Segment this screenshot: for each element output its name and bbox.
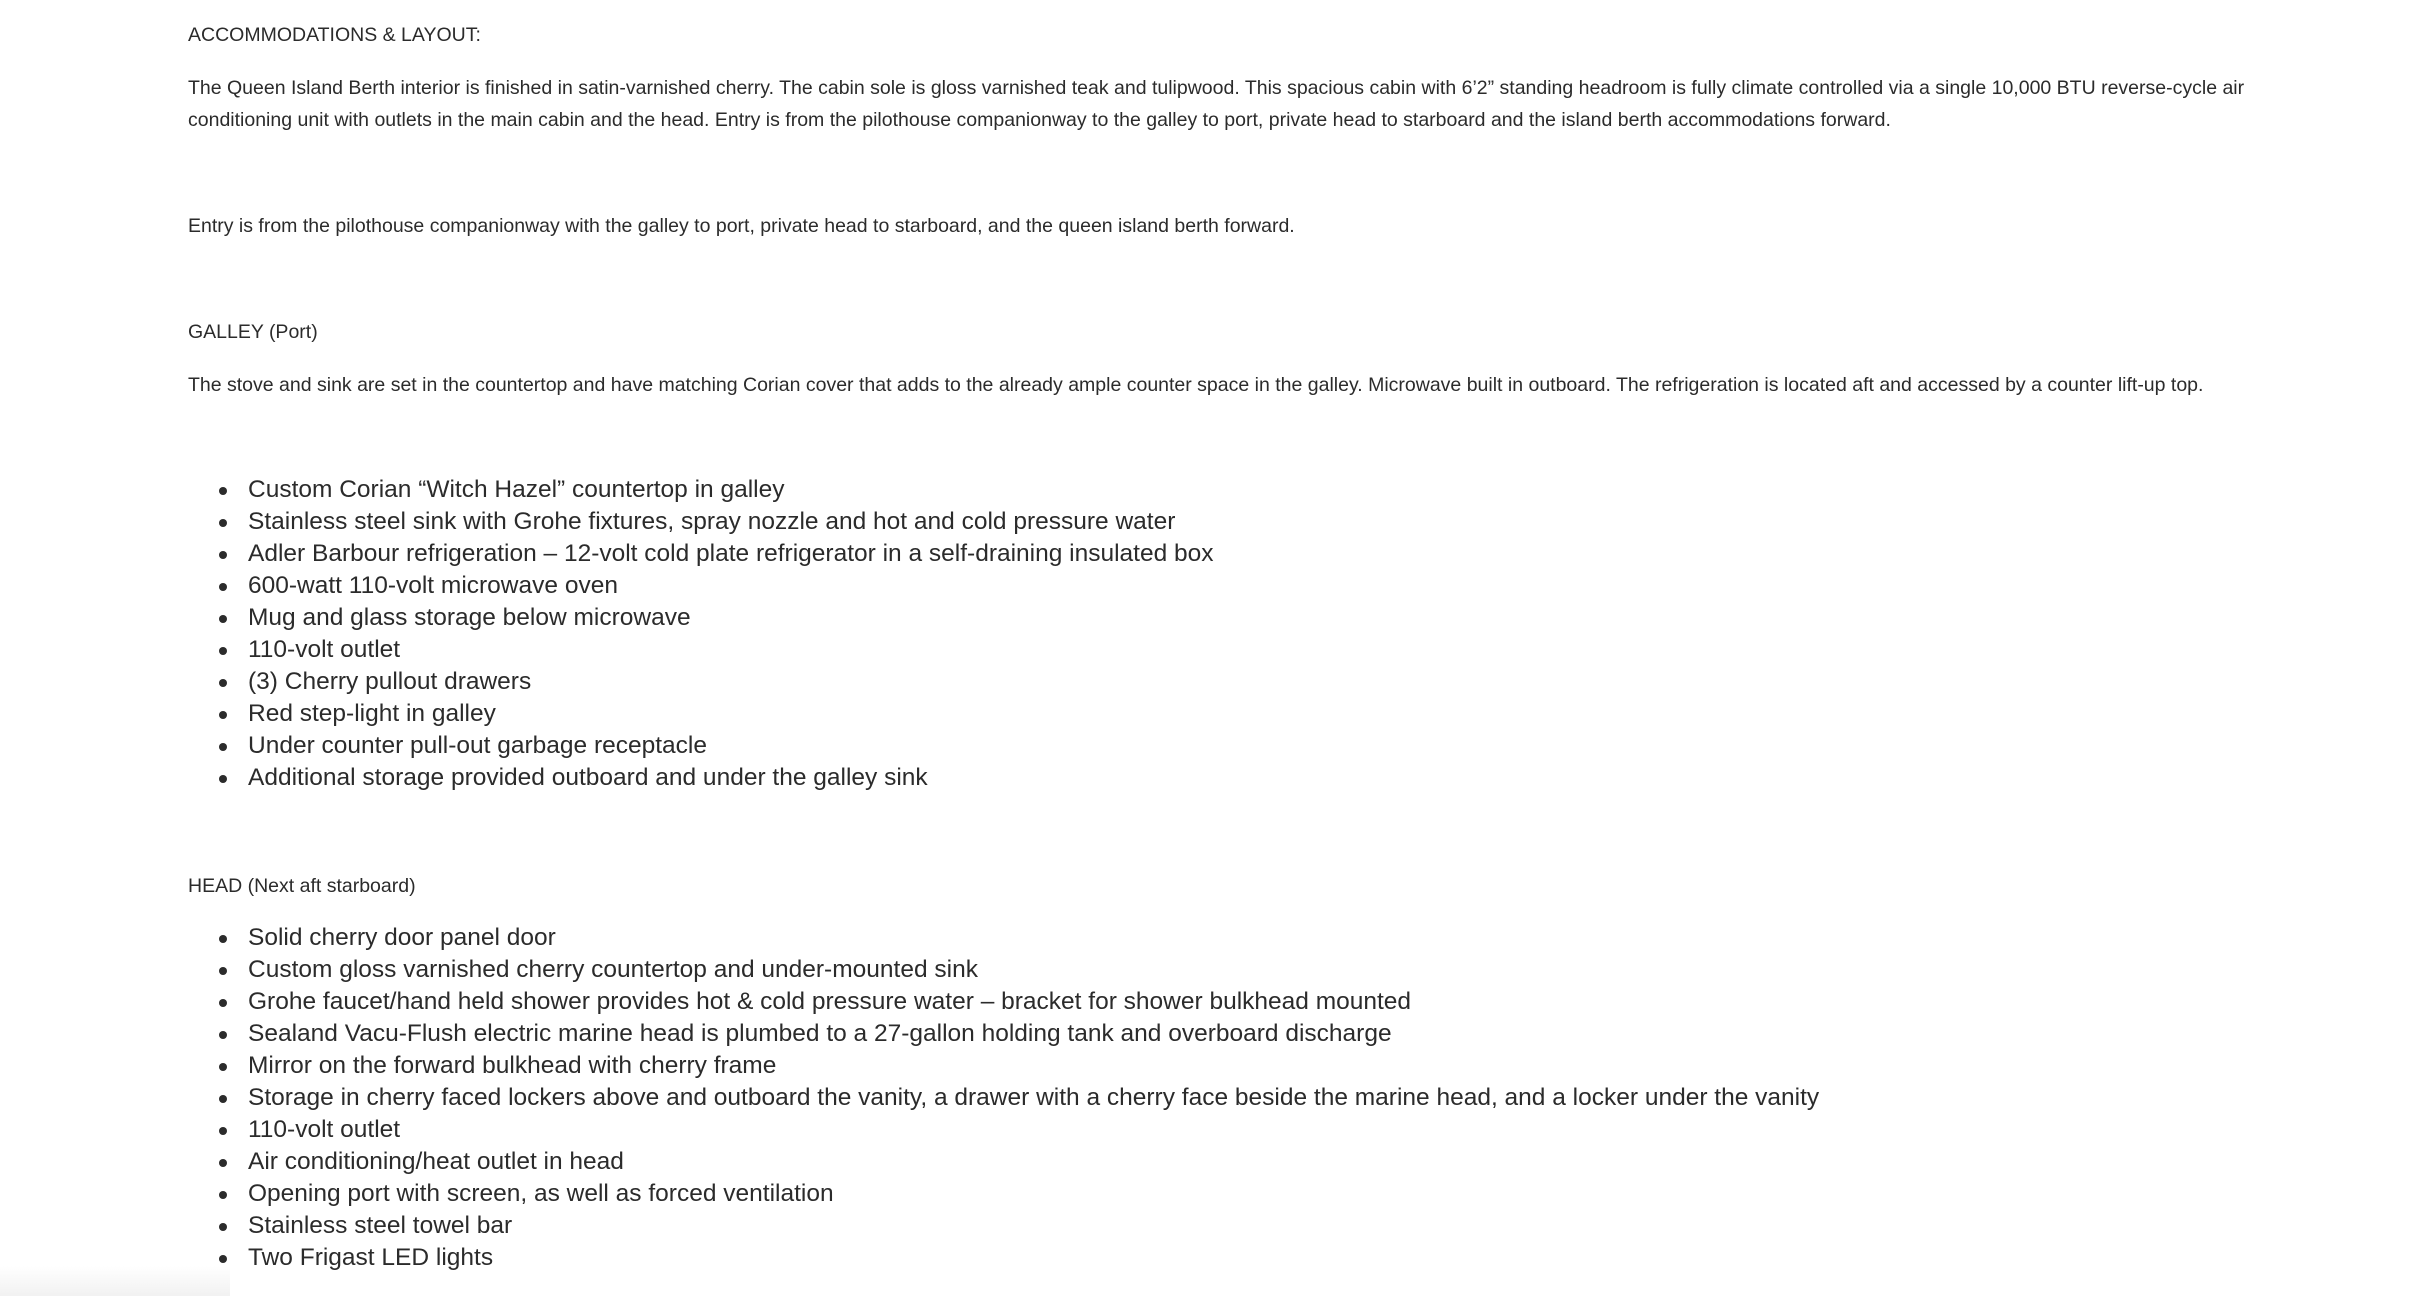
list-item: 110-volt outlet [248,1114,1819,1146]
list-item: Stainless steel towel bar [248,1210,1819,1242]
list-item: Custom Corian “Witch Hazel” countertop in galley [248,474,1214,506]
galley-paragraph: The stove and sink are set in the countertop and have matching Corian cover that adds to the already ample counter space in the galley. Microwave built in outboard. The refrigeration is located aft and accessed by a counter lift-up top. [188,374,2204,396]
list-item: 110-volt outlet [248,634,1214,666]
list-item: (3) Cherry pullout drawers [248,666,1214,698]
accommodations-paragraph: The Queen Island Berth interior is finished in satin-varnished cherry. The cabin sole is gloss varnished teak and tulipwood. This spacious cabin with 6’2” standing headroom is fully climate controlled via a single 10,000 BTU reverse-cycle air conditioning unit with outlets in the main cabin and the head. Entry is from the pilothouse companionway to the galley to port, private head to starboard and the island berth accommodations forward. [188,77,2245,131]
list-item: Stainless steel sink with Grohe fixtures, spray nozzle and hot and cold pressure water [248,506,1214,538]
list-item: Air conditioning/heat outlet in head [248,1146,1819,1178]
list-item: 600-watt 110-volt microwave oven [248,570,1214,602]
galley-list [188,474,1214,794]
list-item: Storage in cherry faced lockers above and outboard the vanity, a drawer with a cherry face beside the marine head, and a locker under the vanity [248,1082,1819,1114]
list-item: Custom gloss varnished cherry countertop and under-mounted sink [248,954,1819,986]
head-list [188,922,1819,1274]
list-item: Two Frigast LED lights [248,1242,1819,1274]
head-heading: HEAD (Next aft starboard) [188,875,416,897]
bottom-fade [0,1266,230,1296]
list-item: Sealand Vacu-Flush electric marine head is plumbed to a 27-gallon holding tank and overboard discharge [248,1018,1819,1050]
list-item: Additional storage provided outboard and under the galley sink [248,762,1214,794]
entry-paragraph: Entry is from the pilothouse companionway with the galley to port, private head to starboard, and the queen island berth forward. [188,215,1295,237]
list-item: Mug and glass storage below microwave [248,602,1214,634]
list-item: Opening port with screen, as well as forced ventilation [248,1178,1819,1210]
list-item: Red step-light in galley [248,698,1214,730]
list-item: Adler Barbour refrigeration – 12-volt cold plate refrigerator in a self-draining insulated box [248,538,1214,570]
list-item: Mirror on the forward bulkhead with cherry frame [248,1050,1819,1082]
list-item: Solid cherry door panel door [248,922,1819,954]
list-item: Under counter pull-out garbage receptacle [248,730,1214,762]
galley-heading: GALLEY (Port) [188,321,318,343]
list-item: Grohe faucet/hand held shower provides hot & cold pressure water – bracket for shower bulkhead mounted [248,986,1819,1018]
accommodations-heading: ACCOMMODATIONS & LAYOUT: [188,24,481,46]
